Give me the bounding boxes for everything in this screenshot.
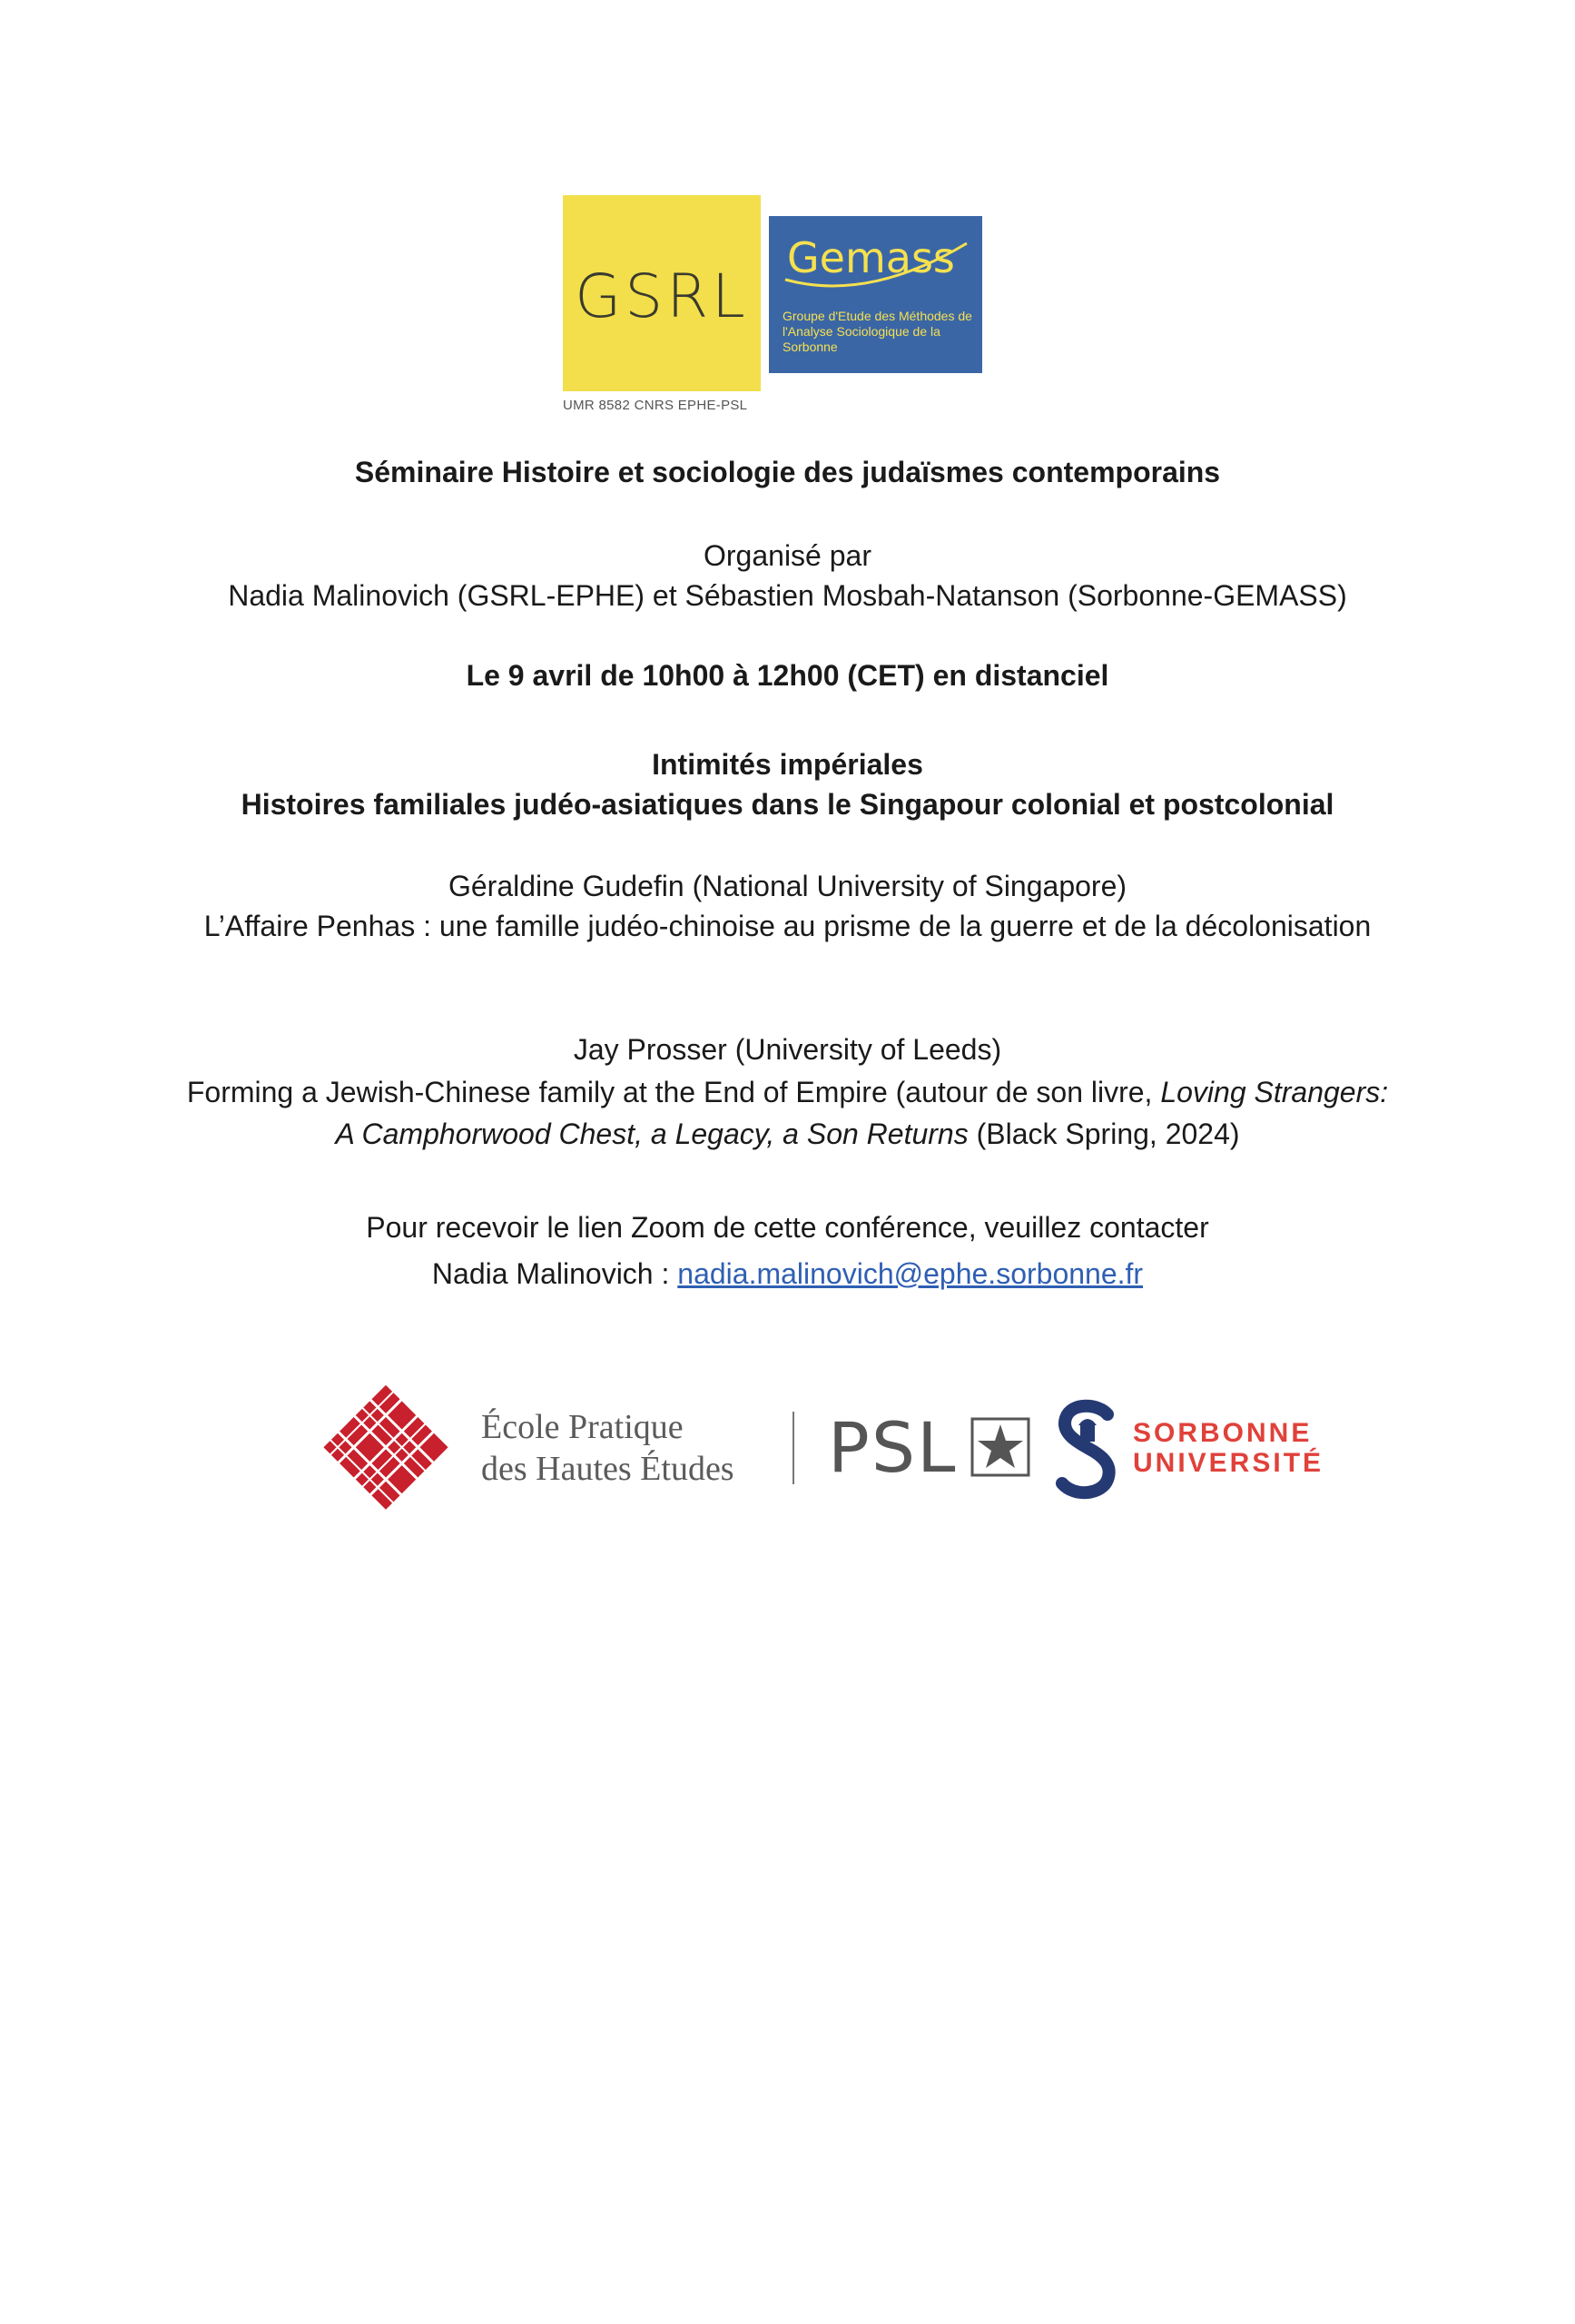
speaker-2-talk-text: Forming a Jewish-Chinese family at the End of Empire (autour de son livre,	[186, 1076, 1161, 1108]
seminar-date: Le 9 avril de 10h00 à 12h00 (CET) en distanciel	[466, 659, 1109, 692]
book-title-part1: Loving Strangers:	[1160, 1076, 1389, 1108]
gemass-wordmark: Gemass	[787, 233, 955, 282]
session-title: Intimités impériales	[652, 748, 923, 781]
organized-label: Organisé par	[704, 539, 871, 572]
contact-intro: Pour recevoir le lien Zoom de cette conférence, veuillez contacter	[366, 1211, 1209, 1244]
speaker-2-talk-line1	[0, 1074, 1575, 1110]
gemass-wordmark-icon	[769, 216, 982, 298]
psl-logo-text: PSL	[828, 1407, 958, 1488]
speaker-1-name: Géraldine Gudefin (National University of Singapore)	[448, 870, 1127, 902]
book-title-part2: A Camphorwood Chest, a Legacy, a Son Returns	[335, 1118, 969, 1150]
gemass-description: Groupe d'Etude des Méthodes de l'Analyse Sociologique de la Sorbonne	[783, 309, 972, 354]
ephe-name-line1: École Pratique	[481, 1408, 684, 1446]
sorbonne-name-line1: SORBONNE	[1133, 1418, 1313, 1448]
speaker-2-talk-line2	[0, 1116, 1575, 1152]
session-subtitle: Histoires familiales judéo-asiatiques dans le Singapour colonial et postcolonial	[241, 788, 1334, 821]
organizers: Nadia Malinovich (GSRL-EPHE) et Sébastien Mosbah-Natanson (Sorbonne-GEMASS)	[228, 579, 1347, 612]
speaker-1-talk: L’Affaire Penhas : une famille judéo-chinoise au prisme de la guerre et de la décolonisation	[203, 910, 1372, 942]
psl-star-icon	[970, 1416, 1031, 1478]
gsrl-logo-text: GSRL	[575, 261, 749, 331]
contact-name: Nadia Malinovich :	[431, 1257, 678, 1290]
ephe-name-line2: des Hautes Études	[481, 1450, 734, 1488]
sorbonne-s-icon	[1053, 1398, 1122, 1500]
ephe-diamond-icon	[309, 1375, 463, 1521]
speaker-2-publisher: (Black Spring, 2024)	[968, 1118, 1240, 1150]
logo-divider	[792, 1412, 794, 1484]
seminar-title: Séminaire Histoire et sociologie des judaïsmes contemporains	[354, 456, 1221, 488]
gsrl-subtitle: UMR 8582 CNRS EPHE-PSL	[563, 398, 748, 413]
contact-email-link[interactable]: nadia.malinovich@ephe.sorbonne.fr	[677, 1257, 1144, 1290]
speaker-2-name: Jay Prosser (University of Leeds)	[573, 1033, 1002, 1066]
contact-line	[0, 1256, 1575, 1292]
sorbonne-name-line2: UNIVERSITÉ	[1133, 1448, 1324, 1478]
